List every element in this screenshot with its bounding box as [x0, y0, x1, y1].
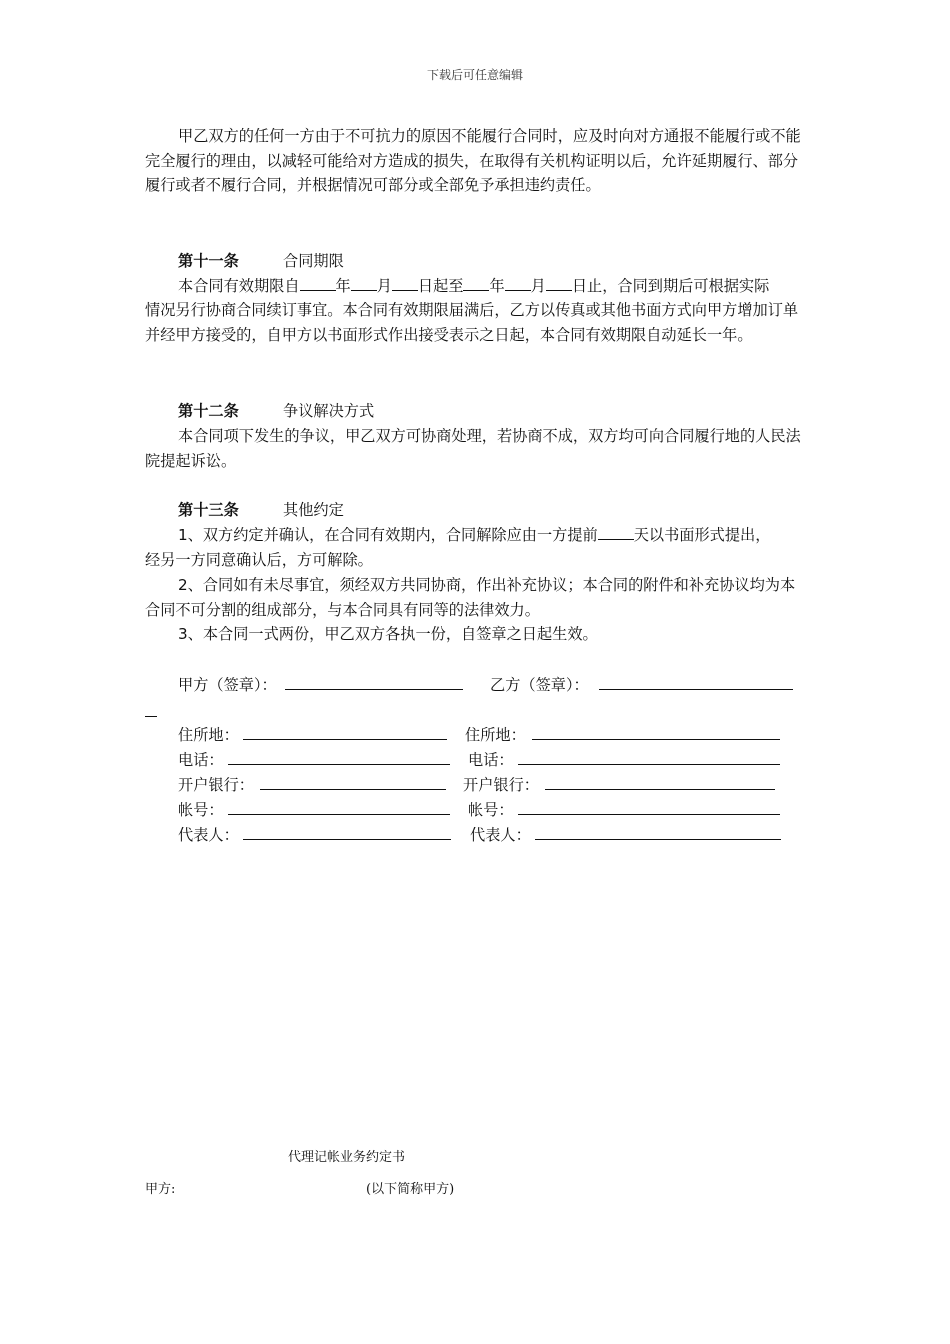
party-a-phone-row [178, 748, 450, 773]
party-b-account-row [468, 798, 780, 823]
end-year-blank[interactable] [463, 276, 489, 291]
page-header: 下载后可任意编辑 [426, 68, 523, 82]
party-b-address-field[interactable] [532, 725, 780, 740]
term-text-g: 日止，合同到期后可根据实际 [571, 277, 770, 295]
party-b-phone-label: 电话： [468, 751, 514, 769]
party-b-phone-row [468, 748, 780, 773]
end-day-blank[interactable] [546, 276, 572, 291]
end-month-blank[interactable] [505, 276, 531, 291]
party-a-bank-row [178, 773, 446, 798]
item-1-text-b: 天以书面形式提出， [633, 526, 771, 544]
term-text-e: 年 [489, 277, 505, 295]
term-text-a: 本合同有效期限自 [178, 277, 300, 295]
force-majeure-paragraph: 甲乙双方的任何一方由于不可抗力的原因不能履行合同时，应及时向对方通报不能履行或不能完全履行的理由，以减轻可能给对方造成的损失，在取得有关机构证明以后，允许延期履行、部分履行或者不履行合同，并根据情况可部分或全部免予承担违约责任。 [145, 127, 801, 194]
next-document-party-note: (以下简称甲方) [366, 1182, 455, 1197]
start-year-blank[interactable] [300, 276, 336, 291]
party-a-signature-row [178, 673, 463, 698]
party-a-account-label: 帐号： [178, 801, 224, 819]
party-a-phone-label: 电话： [178, 751, 224, 769]
party-a-representative-row [178, 823, 451, 848]
party-a-phone-field[interactable] [228, 750, 450, 765]
article-12-title: 争议解决方式 [283, 402, 375, 420]
start-month-blank[interactable] [351, 276, 377, 291]
article-12-heading [178, 399, 374, 424]
party-a-account-row [178, 798, 450, 823]
notice-days-blank[interactable] [598, 525, 634, 540]
party-a-signature-label: 甲方（签章）： [178, 676, 277, 694]
party-a-address-field[interactable] [243, 725, 447, 740]
party-b-bank-label: 开户银行： [463, 776, 539, 794]
next-document-party-label: 甲方: [145, 1182, 176, 1197]
article-13-title: 其他约定 [283, 501, 344, 519]
party-b-bank-row [463, 773, 775, 798]
party-a-signature-field[interactable] [285, 675, 463, 690]
article-13-heading [178, 498, 344, 523]
term-text-f: 月 [530, 277, 546, 295]
party-a-address-label: 住所地： [178, 726, 239, 744]
party-b-phone-field[interactable] [518, 750, 780, 765]
party-b-signature-field[interactable] [599, 675, 793, 690]
party-b-address-label: 住所地： [465, 726, 526, 744]
party-b-bank-field[interactable] [545, 775, 775, 790]
party-a-address-row [178, 723, 447, 748]
article-13-item-3: 3、本合同一式两份，甲乙双方各执一份，自签章之日起生效。 [178, 625, 598, 643]
article-13-item-1 [178, 523, 770, 548]
party-a-account-field[interactable] [228, 800, 450, 815]
next-document-title: 代理记帐业务约定书 [288, 1150, 406, 1165]
signature-overflow-line [145, 704, 157, 717]
term-text-d: 日起至 [417, 277, 464, 295]
article-11-body: 情况另行协商合同续订事宜。本合同有效期限届满后，乙方以传真或其他书面方式向甲方增加订单并经甲方接受的，自甲方以书面形式作出接受表示之日起，本合同有效期限自动延长一年。 [145, 301, 799, 344]
party-b-address-row [465, 723, 780, 748]
party-b-representative-row [470, 823, 781, 848]
article-13-item-2: 2、合同如有未尽事宜，须经双方共同协商，作出补充协议；本合同的附件和补充协议均为本合同不可分割的组成部分，与本合同具有同等的法律效力。 [145, 576, 796, 619]
article-13-item-1-cont: 经另一方同意确认后，方可解除。 [145, 551, 373, 569]
article-12-number: 第十二条 [178, 402, 239, 420]
article-13-number: 第十三条 [178, 501, 239, 519]
article-11-title: 合同期限 [283, 252, 344, 270]
article-11-number: 第十一条 [178, 252, 239, 270]
item-1-text-a: 1、双方约定并确认，在合同有效期内，合同解除应由一方提前 [178, 526, 598, 544]
term-text-c: 月 [376, 277, 392, 295]
party-a-representative-field[interactable] [243, 825, 451, 840]
party-b-signature-label: 乙方（签章）： [490, 676, 589, 694]
party-b-account-field[interactable] [518, 800, 780, 815]
party-a-bank-label: 开户银行： [178, 776, 254, 794]
article-11-term-line [178, 274, 769, 299]
party-b-account-label: 帐号： [468, 801, 514, 819]
article-11-heading [178, 249, 344, 274]
party-a-bank-field[interactable] [260, 775, 446, 790]
party-b-signature-row [490, 673, 793, 698]
party-a-representative-label: 代表人： [178, 826, 239, 844]
term-text-b: 年 [335, 277, 351, 295]
party-b-representative-field[interactable] [535, 825, 781, 840]
start-day-blank[interactable] [392, 276, 418, 291]
party-b-representative-label: 代表人： [470, 826, 531, 844]
article-12-body: 本合同项下发生的争议，甲乙双方可协商处理，若协商不成，双方均可向合同履行地的人民法院提起诉讼。 [145, 427, 801, 470]
